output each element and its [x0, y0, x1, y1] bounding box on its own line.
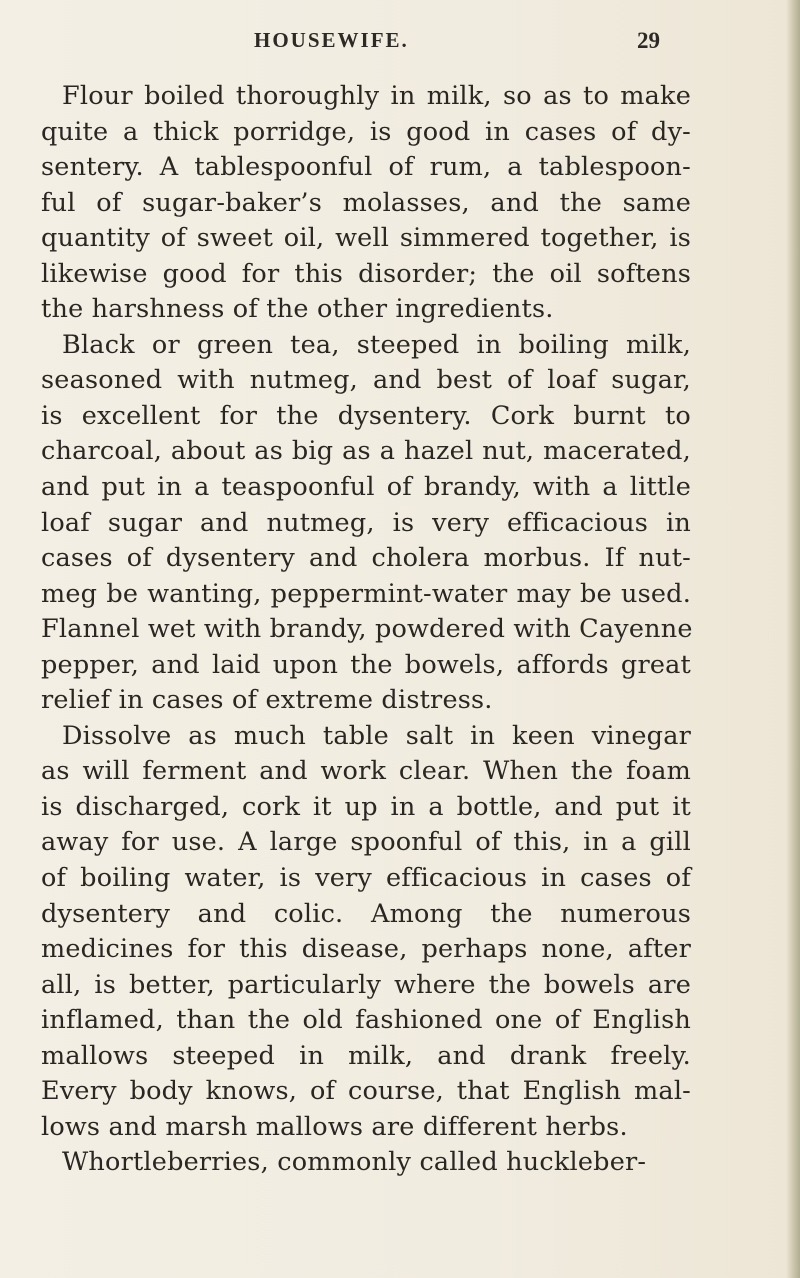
- text-line: quite a thick porridge, is good in cases of dy-: [41, 116, 691, 147]
- text-line: charcoal, about as big as a hazel nut, macerated,: [41, 436, 691, 467]
- text-line: loaf sugar and nutmeg, is very efficacious in: [41, 507, 691, 538]
- body-text: [41, 79, 691, 1181]
- text-line: dysentery and colic. Among the numerous: [41, 898, 691, 929]
- text-line: of boiling water, is very efficacious in cases of: [41, 863, 691, 894]
- text-line: the harshness of the other ingredients.: [41, 294, 554, 325]
- text-line: all, is better, particularly where the bowels are: [41, 969, 691, 1000]
- text-line: mallows steeped in milk, and drank freely.: [41, 1040, 691, 1071]
- text-line: is discharged, cork it up in a bottle, and put it: [41, 791, 691, 822]
- text-line: cases of dysentery and cholera morbus. If nut-: [41, 543, 691, 574]
- text-line: meg be wanting, peppermint-water may be used.: [41, 578, 691, 609]
- text-line: pepper, and laid upon the bowels, affords great: [41, 649, 691, 680]
- text-line: Black or green tea, steeped in boiling milk,: [62, 329, 691, 360]
- text-line: and put in a teaspoonful of brandy, with a little: [41, 472, 691, 503]
- text-line: ful of sugar-baker’s molasses, and the same: [41, 187, 691, 218]
- text-line: relief in cases of extreme distress.: [41, 685, 493, 716]
- text-line: likewise good for this disorder; the oil softens: [41, 258, 691, 289]
- page-edge-shadow: [786, 0, 800, 1278]
- running-title: HOUSEWIFE.: [254, 28, 409, 52]
- text-line: lows and marsh mallows are different herbs.: [41, 1111, 628, 1142]
- text-line: Whortleberries, commonly called huckleber-: [62, 1147, 647, 1178]
- text-line: Flannel wet with brandy, powdered with Cayenne: [41, 614, 693, 645]
- text-line: Dissolve as much table salt in keen vinegar: [62, 720, 691, 751]
- text-line: inflamed, than the old fashioned one of English: [41, 1005, 691, 1036]
- page-number: 29: [637, 28, 660, 53]
- text-line: medicines for this disease, perhaps none, after: [41, 934, 691, 965]
- text-line: quantity of sweet oil, well simmered together, is: [41, 223, 691, 254]
- text-line: Flour boiled thoroughly in milk, so as to make: [62, 81, 691, 111]
- text-line: seasoned with nutmeg, and best of loaf sugar,: [41, 365, 691, 396]
- text-line: as will ferment and work clear. When the foam: [41, 756, 691, 787]
- text-line: Every body knows, of course, that English mal-: [41, 1076, 691, 1107]
- running-header: [0, 24, 800, 64]
- text-line: sentery. A tablespoonful of rum, a tablespoon-: [41, 152, 691, 183]
- text-line: is excellent for the dysentery. Cork burnt to: [41, 400, 691, 431]
- text-line: away for use. A large spoonful of this, in a gill: [41, 827, 691, 858]
